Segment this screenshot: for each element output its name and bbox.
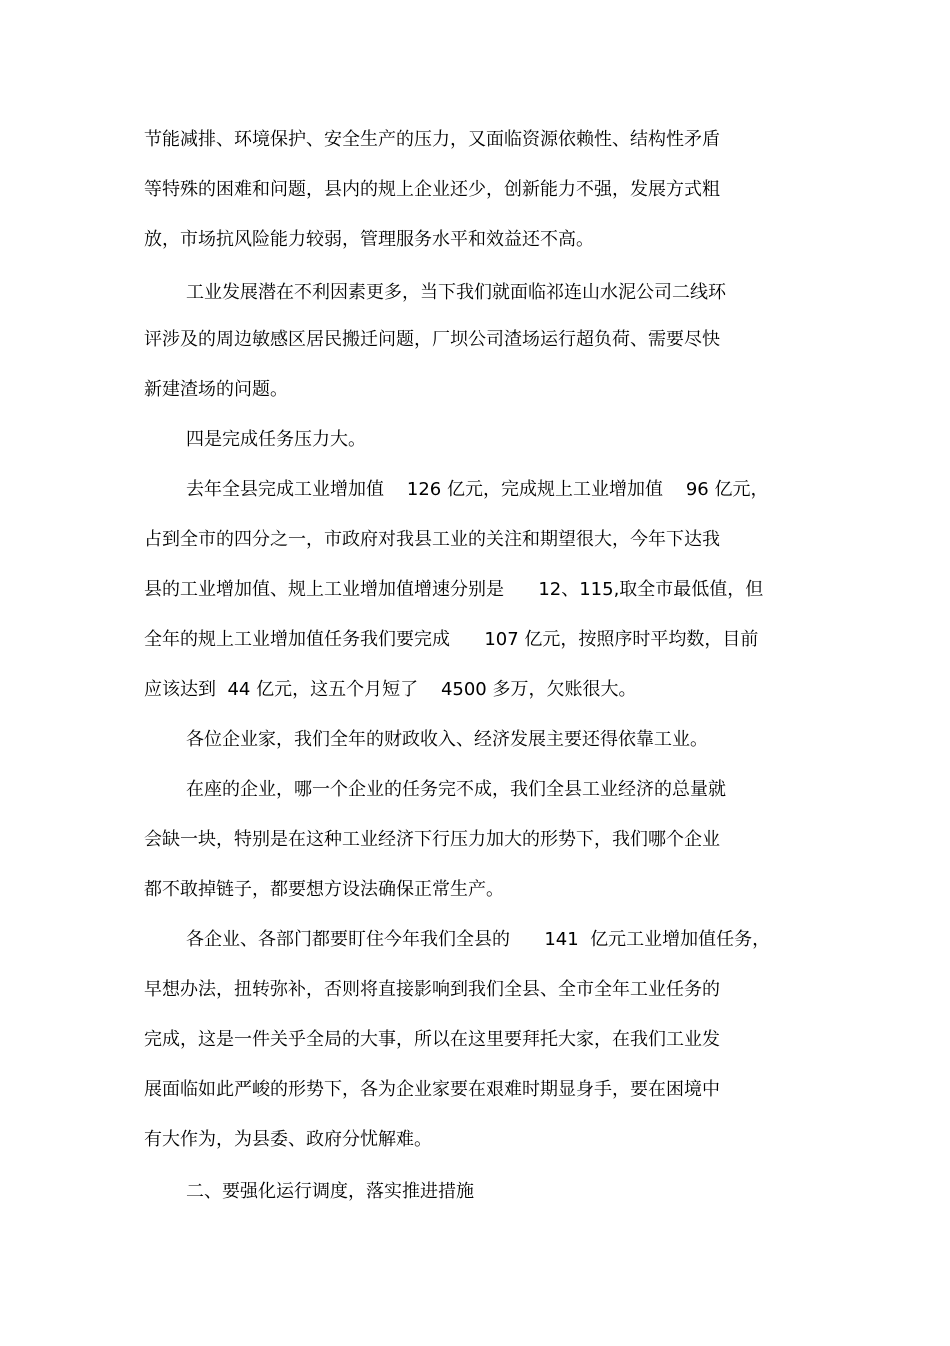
text-line: 新建渣场的问题。 [144, 379, 288, 400]
text-line: 全年的规上工业增加值任务我们要完成 107 亿元，按照序时平均数，目前 [144, 629, 759, 650]
text-line: 应该达到 44 亿元，这五个月短了 4500 多万，欠账很大。 [144, 679, 637, 700]
text-line: 有大作为，为县委、政府分忧解难。 [144, 1129, 432, 1150]
text-line: 各企业、各部门都要盯住今年我们全县的 141 亿元工业增加值任务， [186, 929, 771, 950]
text-line: 早想办法，扭转弥补，否则将直接影响到我们全县、全市全年工业任务的 [144, 979, 720, 1000]
text-line: 去年全县完成工业增加值 126 亿元，完成规上工业增加值 96 亿元， [186, 479, 769, 500]
section-heading: 二、要强化运行调度，落实推进措施 [186, 1181, 474, 1202]
text-line: 会缺一块，特别是在这种工业经济下行压力加大的形势下，我们哪个企业 [144, 829, 720, 850]
text-line: 放，市场抗风险能力较弱，管理服务水平和效益还不高。 [144, 229, 594, 250]
text-line: 完成，这是一件关乎全局的大事，所以在这里要拜托大家，在我们工业发 [144, 1029, 720, 1050]
text-line: 四是完成任务压力大。 [186, 429, 366, 450]
text-line: 等特殊的困难和问题，县内的规上企业还少，创新能力不强，发展方式粗 [144, 179, 720, 200]
text-line: 县的工业增加值、规上工业增加值增速分别是 12、115,取全市最低值，但 [144, 579, 764, 600]
text-line: 展面临如此严峻的形势下，各为企业家要在艰难时期显身手，要在困境中 [144, 1079, 720, 1100]
text-line: 评涉及的周边敏感区居民搬迁问题，厂坝公司渣场运行超负荷、需要尽快 [144, 329, 720, 350]
text-line: 节能减排、环境保护、安全生产的压力，又面临资源依赖性、结构性矛盾 [144, 129, 720, 150]
text-line: 工业发展潜在不利因素更多，当下我们就面临祁连山水泥公司二线环 [186, 282, 726, 303]
text-line: 在座的企业，哪一个企业的任务完不成，我们全县工业经济的总量就 [186, 779, 726, 800]
text-line: 都不敢掉链子，都要想方设法确保正常生产。 [144, 879, 504, 900]
text-line: 占到全市的四分之一，市政府对我县工业的关注和期望很大，今年下达我 [144, 529, 720, 550]
text-line: 各位企业家，我们全年的财政收入、经济发展主要还得依靠工业。 [186, 729, 708, 750]
